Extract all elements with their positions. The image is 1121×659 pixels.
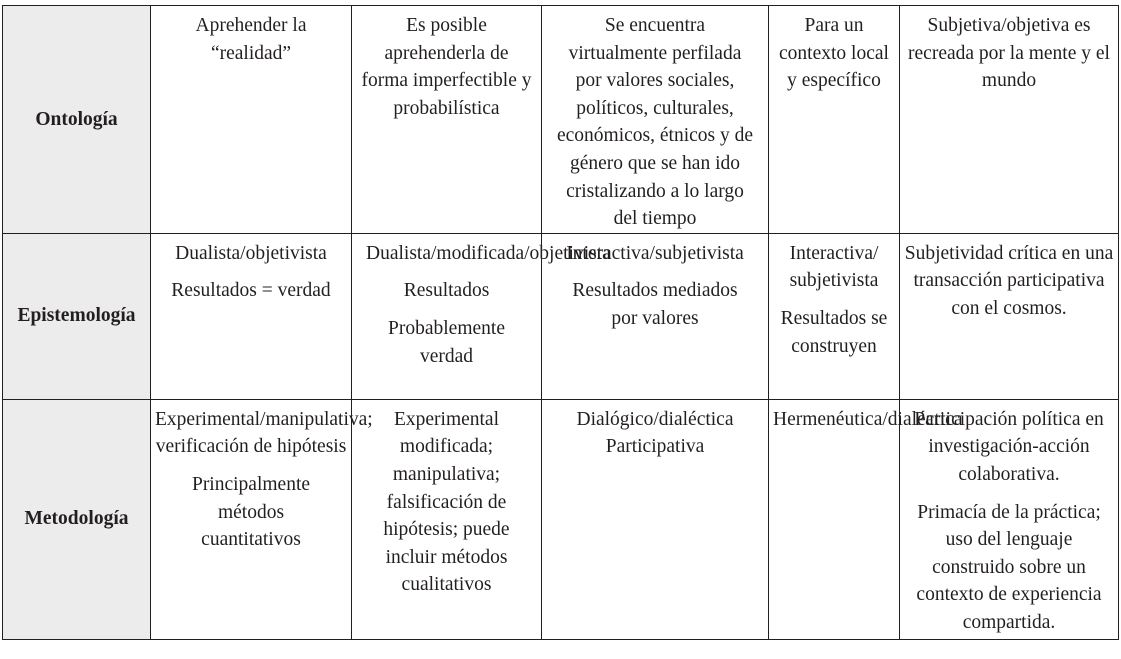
cell-text: Subjetividad crítica en una transacción participativa con el cosmos. <box>904 242 1114 319</box>
cell-text: Experimental/manipulativa; verificación de hipótesis <box>155 408 373 458</box>
table-cell <box>900 399 1119 639</box>
cell-text: Dualista/modificada/objetivista <box>366 242 611 264</box>
row-header-ontologia: Ontología <box>3 6 151 234</box>
table-cell <box>352 233 611 399</box>
table-cell <box>769 6 900 234</box>
table-cell <box>352 6 542 234</box>
paradigms-table <box>2 5 1119 640</box>
table-cell <box>542 233 769 399</box>
cell-text: Se encuentra virtualmente perfilada por valores sociales, políticos, culturales, económicos, étnicos y de género que se han ido cristalizando a lo largo del tiempo <box>556 15 754 230</box>
cell-text: Resultados <box>403 280 490 302</box>
cell-text: Para un contexto local y específico <box>779 15 889 92</box>
cell-text: Subjetiva/objetiva es recreada por la mente y el mundo <box>908 15 1110 92</box>
cell-text: Hermenéutica/dialéctica <box>773 408 963 430</box>
cell-text: Experimental modificada; manipulativa; falsificación de hipótesis; puede incluir métodos cualitativos <box>383 408 510 596</box>
table-cell <box>352 399 542 639</box>
row-header-metodologia: Metodología <box>3 399 151 639</box>
cell-text: Resultados mediados por valores <box>572 280 738 329</box>
table-cell <box>900 6 1119 234</box>
cell-text: Dualista/objetivista <box>175 242 327 264</box>
table-cell <box>151 233 352 399</box>
row-header-epistemologia: Epistemología <box>3 233 151 399</box>
cell-text: Interactiva/ subjetivista <box>789 242 879 292</box>
cell-text: Principalmente métodos cuantitativos <box>191 473 311 551</box>
table-cell <box>769 399 963 639</box>
cell-text: Resultados = verdad <box>171 280 331 302</box>
table-cell <box>542 6 769 234</box>
cell-text: Es posible aprehenderla de forma imperfectible y probabilística <box>361 15 532 119</box>
table-cell <box>769 233 900 399</box>
table-cell <box>151 399 373 639</box>
cell-text: Aprehender la “realidad” <box>195 15 307 64</box>
cell-text: Participación política en investigación-acción colaborativa. <box>914 408 1104 485</box>
table-cell <box>900 233 1119 399</box>
table-row-ontologia <box>3 6 1119 234</box>
cell-text: Resultados se construyen <box>780 307 888 357</box>
table-cell <box>151 6 352 234</box>
cell-text: Dialógico/dialéctica Participativa <box>576 408 734 458</box>
table-row-metodologia <box>3 399 1119 639</box>
cell-text: Primacía de la práctica; uso del lenguaje construido sobre un contexto de experiencia compartida. <box>916 501 1102 633</box>
cell-text: Probablemente verdad <box>388 317 505 367</box>
table-cell <box>542 399 769 639</box>
cell-text: Interactiva/subjetivista <box>566 242 744 264</box>
table-row-epistemologia <box>3 233 1119 399</box>
